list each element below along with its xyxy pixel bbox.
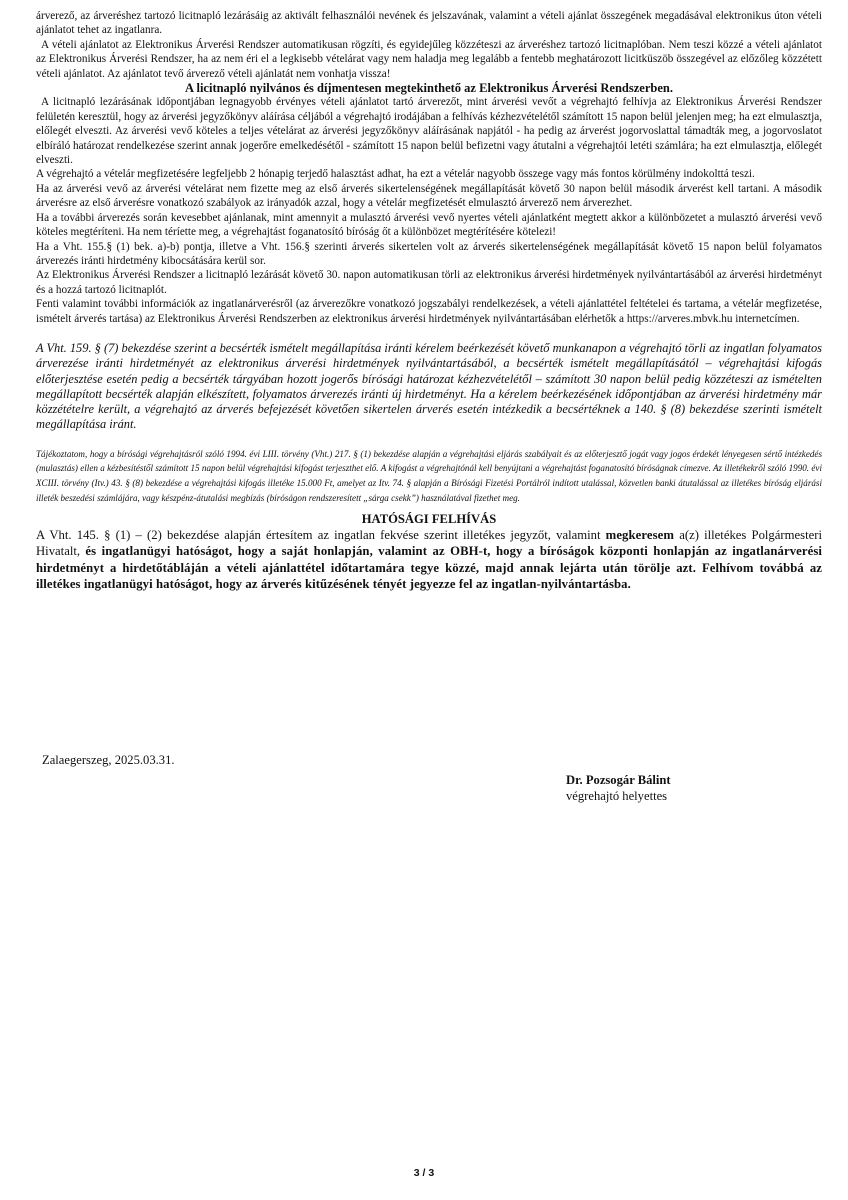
page-number: 3 / 3	[413, 1167, 435, 1179]
appeal-information: Tájékoztatom, hogy a bírósági végrehajtásról szóló 1994. évi LIII. törvény (Vht.) 217. § (1) bekezdése alapján a végrehajtási eljárás szabályait és az előterjesztő jogát vagy jogos érdekét lényegesen sértő intézkedés (mulasztás) ellen a kézbesítéstől számított 15 napon belül végrehajtási kifogást terjeszthet elő. A kifogást a végrehajtónál kell benyújtani a végrehajtást foganatosító bíróságnak címezve. Az illetékekről szóló 1990. évi XCIII. törvény (Itv.) 43. § (8) bekezdése a végrehajtási kifogás illetéke 15.000 Ft, amelyet az Itv. 74. § alapján a Bírósági Fizetési Portálról indított utalással, közvetlen banki átutalással az illetékes bíróság eljárási illeték beszedési számlájára, vagy készpénz-átutalási megbízás (bíróságon rendszeresített „sárga csekk”) használatával fizethet meg.	[36, 448, 822, 503]
signature-block	[566, 772, 671, 804]
place-and-date: Zalaegerszeg, 2025.03.31.	[42, 753, 175, 767]
paragraph-bid-recording: A vételi ajánlatot az Elektronikus Árverési Rendszer automatikusan rögzíti, és egyidejűleg közzéteszi az árveréshez tartozó licitnaplóban. Nem teszi közzé a vételi ajánlatot az Elektronikus Árverési Rendszer, ha az nem éri el a legkisebb vételárat vagy nem haladja meg legalább a fentebb meghatározott licitküszöb összegével az előzőleg közzétett vételi ajánlatot. Az ajánlatot tevő árverező vételi ajánlatát nem vonhatja vissza!	[36, 38, 822, 80]
authority-request	[36, 527, 822, 592]
paragraph-log-deletion: Az Elektronikus Árverési Rendszer a licitnapló lezárását követő 30. napon automatikusan törli az elektronikus árverési hirdetmények nyilvántartásából az árverési hirdetményt és a hozzá tartozó licitnaplót.	[36, 269, 822, 296]
paragraph-second-auction: Ha az árverési vevő az árverési vételárat nem fizette meg az első árverés sikertelenségének megállapítását követő 30 napon belül második árverést kell tartani. A második árverésre az első árverésre vonatkozó szabályok az irányadók azzal, hogy a vételár megfizetését elmulasztó árverező nem árverezhet.	[36, 182, 822, 210]
paragraph-difference: Ha a további árverezés során kevesebbet ajánlanak, mint amennyit a mulasztó árverési vevő nyertes vételi ajánlatként megtett akkor a különbözetet a mulasztó árverési vevő köteles megtéríteni. Ha nem téríette meg, a végrehajtást foganatosító bíróság őt a különbözet megtérítésére kötelezi!	[36, 211, 822, 239]
paragraph-further-info: Fenti valamint további információk az ingatlanárverésről (az árverezőkre vonatkozó jogszabályi rendelkezések, a vételi ajánlattétel feltételei és tartama, a vételár megfizetése, ismételt árverés tartása) az Elektronikus Árverési Rendszerben az elektronikus árverési hirdetmények nyilvántartásában elérhetők a https://arveres.mbvk.hu internetcímen.	[36, 298, 822, 325]
paragraph-payment-deferral: A végrehajtó a vételár megfizetésére legfeljebb 2 hónapig terjedő halasztást adhat, ha ezt a vételár nagyobb összege vagy más fontos körülmény indokolttá teszi.	[36, 168, 755, 181]
request-bold-1: megkeresem	[605, 528, 675, 543]
request-text-2: a(z) illetékes Polgármesteri Hivatalt,	[36, 528, 822, 559]
paragraph-continuous-auction: Ha a Vht. 155.§ (1) bek. a)-b) pontja, illetve a Vht. 156.§ szerinti árverés sikertelen volt az árverés sikertelenségének megállapítását követő 15 napon belül folyamatos árverezés iránti hirdetmény kibocsátására kerül sor.	[36, 240, 822, 267]
signer-role: végrehajtó helyettes	[566, 789, 668, 803]
bid-log-notice: A licitnapló nyilvános és díjmentesen megtekinthető az Elektronikus Árverési Rendszerben.	[185, 81, 673, 96]
paragraph-winner-call: A licitnapló lezárásának időpontjában legnagyobb érvényes vételi ajánlatot tartó árverezőt, mint árverési vevőt a végrehajtó felhívja az Elektronikus Árverési Rendszer felületén keresztül, hogy az árverési jegyzőkönyv aláírása céljából a végrehajtó irodájában a felhívás kézhezvételétől számított 15 napon belül jelenjen meg; ha ezt elmulasztja, előlegét elveszti. Az árverési vevő köteles a teljes vételárat az árverési jegyzőkönyv aláírásának napjától - ha pedig az árverést jogorvoslattal támadták meg, a jogorvoslatot elbíráló határozat rendelkezése szerint annak jogerőre emelkedésétől - számított 15 napon belül befizetni vagy átutalni a végrehajtói letéti számlára; ha ezt elmulasztja, előlegét elveszti.	[36, 96, 822, 167]
request-text-1: A Vht. 145. § (1) – (2) bekezdése alapján értesítem az ingatlan fekvése szerint illetékes jegyzőt, valamint	[36, 528, 606, 543]
valuation-notice: A Vht. 159. § (7) bekezdése szerint a becsérték ismételt megállapítása iránti kérelem beérkezését követő munkanapon a végrehajtó törli az ingatlan folyamatos árverezése iránti hirdetményét az elektronikus árverési hirdetmények nyilvántartásából, a becsérték ismételt megállapításától – végrehajtási kifogás előterjesztése esetén pedig a becsérték tárgyában hozott jogerős bírósági határozat kézhezvételétől – számított 30 napon belül pedig közzéteszi az ismételten megállapított becsérték alapján elkészített, folyamatos árverezés iránti új hirdetményt. Ha a kérelem beérkezésének időpontjában az árverési hirdetmény már közzétételre került, a végrehajtó az árverés befejezését követően sikertelen árverés esetén intézkedik a becsértéknek a 140. § (8) bekezdése szerinti ismételt megállapítása iránt.	[36, 340, 822, 432]
request-bold-2: és ingatlanügyi hatóságot, hogy a saját honlapján, valamint az OBH-t, hogy a bíróságok központi honlapján az ingatlanárverési hirdetményt a hirdetőtábláján a vételi ajánlattétel időtartamára tegye közzé, majd annak lejárta után törölje azt. Felhívom továbbá az illetékes ingatlanügyi hatóságot, hogy az árverés kitűzésének tényét jegyezze fel az ingatlan-nyilvántartásba.	[36, 544, 822, 591]
section-title: HATÓSÁGI FELHÍVÁS	[361, 512, 497, 527]
paragraph-bid-entry: árverező, az árveréshez tartozó licitnapló lezárásáig az aktivált felhasználói nevének és jelszavának, valamint a vételi ajánlat összegének megadásával elektronikus úton vételi ajánlatot tehet az ingatlanra.	[36, 10, 822, 37]
signer-name: Dr. Pozsogár Bálint	[566, 773, 671, 787]
document-page	[36, 9, 822, 592]
